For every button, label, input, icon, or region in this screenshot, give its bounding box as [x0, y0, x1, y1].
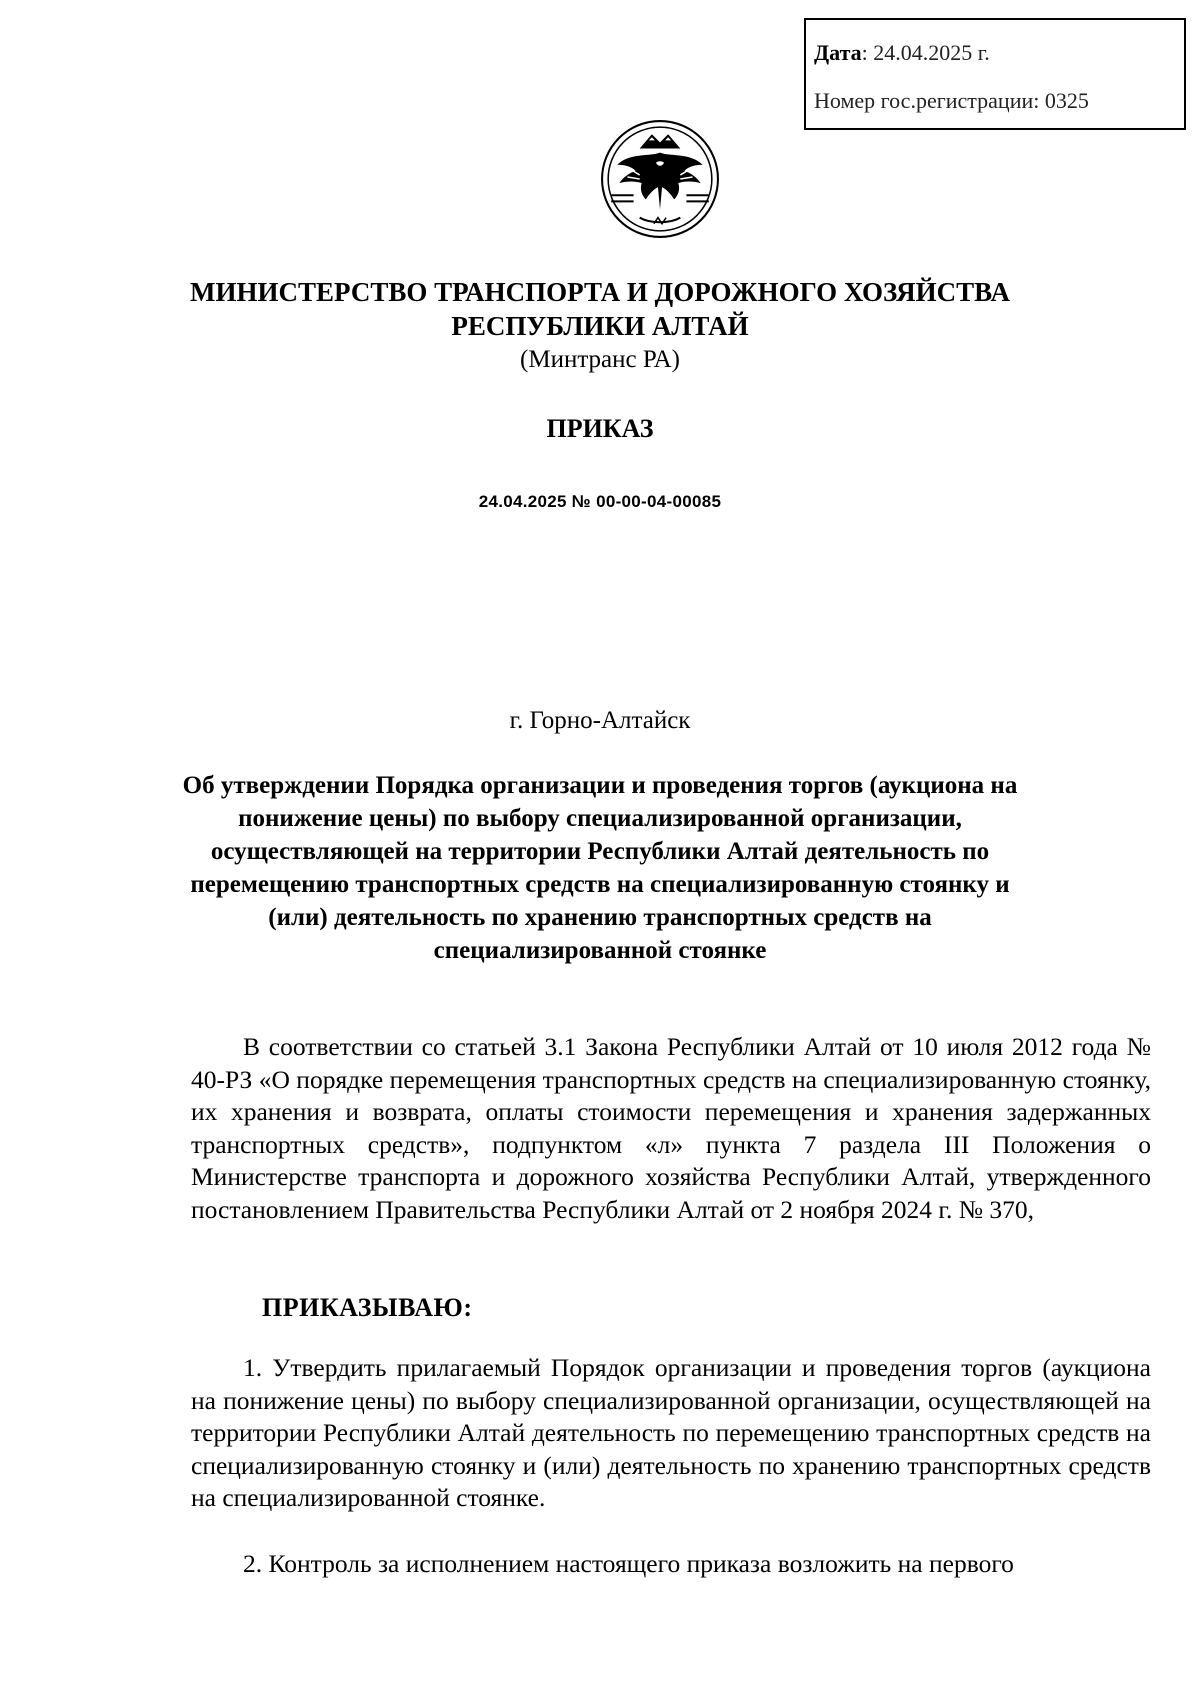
registration-number-value: : 0325: [1033, 88, 1089, 113]
ministry-title-line2: РЕСПУБЛИКИ АЛТАЙ: [451, 311, 749, 341]
ministry-title-line1: МИНИСТЕРСТВО ТРАНСПОРТА И ДОРОЖНОГО ХОЗЯЙСТВА: [190, 277, 1010, 307]
registration-date-label: Дата: [814, 40, 862, 65]
ministry-short-name: (Минтранс РА): [520, 346, 680, 373]
document-number: 24.04.2025 № 00-00-04-00085: [478, 492, 722, 511]
document-subject: Об утверждении Порядка организации и проведения торгов (аукциона на понижение цены) по выбору специализированной организации, осуществляющей на территории Республики Алтай деятельность по перемещению транспортных средств на специализированную стоянку и (или) деятельность по хранению транспортных средств на специализированной стоянке: [182, 772, 1018, 964]
decree-item-1: 1. Утвердить прилагаемый Порядок организации и проведения торгов (аукциона на понижение цены) по выбору специализированной организации, осуществляющей на территории Республики Алтай деятельность по перемещению транспортных средств на специализированную стоянку и (или) деятельность по хранению транспортных средств на специализированной стоянке.: [191, 1353, 1151, 1512]
intro-paragraph: В соответствии со статьей 3.1 Закона Республики Алтай от 10 июля 2012 года № 40-РЗ «О порядке перемещения транспортных средств на специализированную стоянку, их хранения и возврата, оплаты стоимости перемещения и хранения задержанных транспортных средств», подпунктом «л» пункта 7 раздела III Положения о Министерстве транспорта и дорожного хозяйства Республики Алтай, утвержденного постановлением Правительства Республики Алтай от 2 ноября 2024 г. № 370,: [191, 1032, 1151, 1224]
registration-number: [814, 88, 1089, 114]
registration-stamp: [804, 18, 1186, 130]
registration-number-label: Номер гос.регистрации: [814, 88, 1034, 113]
registration-date: [814, 40, 990, 66]
document-city: г. Горно-Алтайск: [509, 707, 691, 734]
decree-heading: ПРИКАЗЫВАЮ:: [262, 1293, 473, 1322]
document-type: ПРИКАЗ: [546, 414, 654, 443]
coat-of-arms-emblem: [599, 118, 721, 240]
registration-date-value: : 24.04.2025 г.: [861, 40, 990, 65]
decree-item-2: 2. Контроль за исполнением настоящего приказа возложить на первого: [243, 1549, 1014, 1578]
